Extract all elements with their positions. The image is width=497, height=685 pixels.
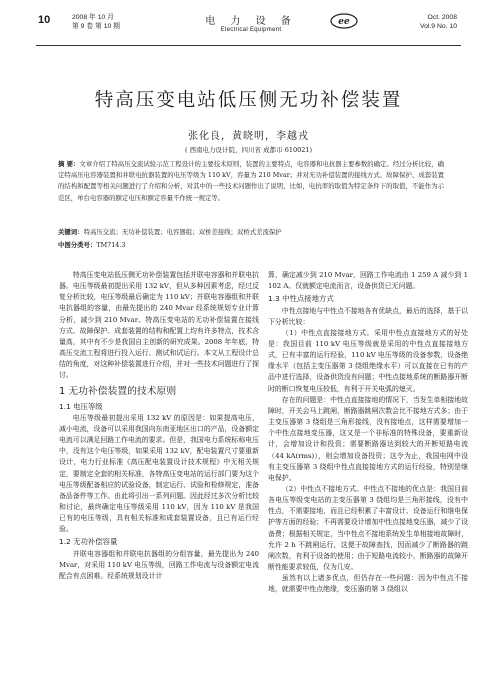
paragraph-continued: 算，确定减少到 210 Mvar，回路工作电流由 1 259 A 减少到 1 102 A。仅就额定电流而言，设备供货已无问题。 (268, 271, 468, 291)
journal-logo-icon (330, 13, 358, 29)
abstract (58, 159, 444, 204)
abstract-text: 文章介绍了特高压交流试验示范工程设计的主要技术原则，装置的主要特点，电容器和电抗器主要参数的确定。经过分析比较，确定特高压电容器装置和并联电抗器装置的电压等级为 110 kV，容量为 210 Mvar；并对无功补偿装置的接线方式、故障保护、成套装置的结构和配置等相关问题进行了介绍和分析，对其中的一些技术问题作出了说明，比如，电抗率的取值为特定条件下的取值，不能作为示范区，单台电容器的额定电压和额定容量不作统一规定等。 (58, 160, 444, 202)
issue-info-cn (72, 13, 120, 31)
paragraph: 存在的问题是：中性点直接接地的情况下，当发生单相接地故障时，开关会马上跳闸，断路器跳闸次数会比不接地方式多；由于主变压器第 3 绕组是三角形接线，没有接地点，这样需要增加一个中性点接地变压器，这又是一个非标准的特殊设备，要重新设计，会增加设计和投资；需要断路器达到较大的开断短路电流（44 kA(rms)），则会增加设备投资；这令为止，我国电网中没有主变压器第 3 绕组中性点直接接地方式的运行经验，特别是继电保护。 (268, 395, 468, 482)
clc-text: TM714.3 (96, 241, 126, 249)
paragraph: （2）中性点不接地方式。中性点不接地的优点是：我国目前各电压等级变电站的主变压器第 3 绕组均是三角形接线，没有中性点，不需要接地，而且已经积累了丰富设计、设备运行和继电保护等方面的经验；不再需要设计增加中性点接地变压器，减少了设备费；根据相关规定，当中性点不接地系统发生单相接地故障时，允许 2 h 不跳闸运行，这便于故障查找，因而减少了断路器的跳闸次数，有利于设备的使用；由于短路电流较小，断路器的故障开断性能要求较低，仅为几安。 (268, 485, 468, 572)
issue-info-en (420, 13, 457, 31)
journal-name-cn: 电 力 设 备 (205, 16, 297, 27)
subsection-heading: 1.3 中性点接地方式 (268, 294, 334, 304)
paragraph: 中性点接地与中性点不接地各有优缺点，最后的选择，基于以下分析比较： (268, 306, 468, 326)
section-heading: 1 无功补偿装置的技术原则 (59, 385, 177, 397)
paragraph: 特高压变电站低压侧无功补偿装置包括并联电容器和并联电抗器。电压等级最初提出采用 132 kV，但从多种因素考虑，经过反复分析比较，电压等级最后确定为 110 kV；并联电容器组和并联电抗器组的容量，由最先提出的 240 Mvar 经系统规划专业计算分析，减少到 210 Mvar。特高压变电站的无功补偿装置在接线方式、故障保护、成套装置的结构和配置上均有许多特点，技术含量高，其中有不少是我国自主创新的研究成果。2008 年年底，特高压交流工程将进行投入运行、测试和试运行。本文从工程设计总结的角度，对这种补偿装置进行介绍，并对一些技术问题进行了探讨。 (59, 271, 259, 380)
keywords (58, 227, 444, 237)
journal-name-en: Electrical Equipment (220, 27, 282, 33)
header-rule (36, 45, 461, 46)
subsection-heading: 1.1 电压等级 (59, 401, 103, 411)
classification-number (58, 240, 125, 249)
paper-affiliation: ( 西南电力设计院，四川省 成都市 610021) (184, 146, 313, 154)
paragraph: 并联电容器组和并联电抗器组的分组容量，最先提出为 240 Mvar，对采用 110 kV 电压等级，回路工作电流与设备额定电流配合有点困难。经系统规划设计计 (59, 549, 259, 580)
issue-volume-cn: 第 9 卷 第 10 期 (72, 23, 120, 30)
keywords-label: 关键词： (58, 228, 84, 236)
issue-date-en: Oct. 2008 (427, 14, 457, 21)
paragraph: （1）中性点直接接地方式。采用中性点直接地方式的好处是：我国目前 110 kV 电压等级就是采用的中性点直接接地方式，已有丰富的运行经验，110 kV 电压等级的设备参数，设备绝缘水平（包括主变压器第 3 绕组绝缘水平）可以直接在已有的产品中进行选择，设备供货没有问题；中性点接地系统的断路器开断时的断口恢复电压较低，有利于开关电弧的熄灭。 (268, 328, 468, 393)
journal-name (186, 12, 316, 33)
paragraph: 虽然有以上诸多优点，但仍存在一些问题：因为中性点不接地，就需要中性点绝缘，变压器的第 3 绕组以 (268, 574, 468, 594)
svg-text:ee: ee (338, 17, 350, 28)
paper-title: 特高压变电站低压侧无功补偿装置 (94, 90, 403, 111)
body-column-left (59, 270, 259, 582)
subsection-heading: 1.2 无功补偿容量 (59, 537, 118, 547)
abstract-label: 摘 要： (58, 160, 80, 168)
page-number: 10 (38, 14, 51, 26)
keywords-text: 特高压交流；无功补偿装置；电容器组；双桥差接线；双桥式差流保护 (83, 228, 282, 236)
body-column-right (268, 270, 468, 596)
paper-authors: 张化良，黄晓明，李越戎 (188, 131, 309, 142)
clc-label: 中图分类号： (58, 241, 97, 249)
running-header (0, 12, 497, 52)
issue-date-cn: 2008 年 10 月 (72, 14, 114, 21)
issue-volume-en: Vol.9 No. 10 (419, 23, 457, 30)
paragraph: 电压等级最初提出采用 132 kV 的原因是：如果提高电压，减小电流，设备可以采用我国向东南亚地区出口的产品，设备额定电流可以满足回路工作电流的要求。但是，我国电力系统标称电压中，没有这个电压等级，如果采用 132 kV，配电装置尺寸要重新设计，电力行业标准《高压配电装置设计技术规程》中无相关规定，要制定全套的相关标准，各特高压变电站的运行部门要为这个电压等级配备相应的试验设备，制定运行、试验和检修规定，准备备品备件等工作。由此将引出一系列问题。因此经过多次分析比较和讨论，最终确定电压等级采用 110 kV，因为 110 kV 是我国已有的电压等级，具有相关标准和成套装置设备，且已有运行经验。 (59, 413, 259, 534)
